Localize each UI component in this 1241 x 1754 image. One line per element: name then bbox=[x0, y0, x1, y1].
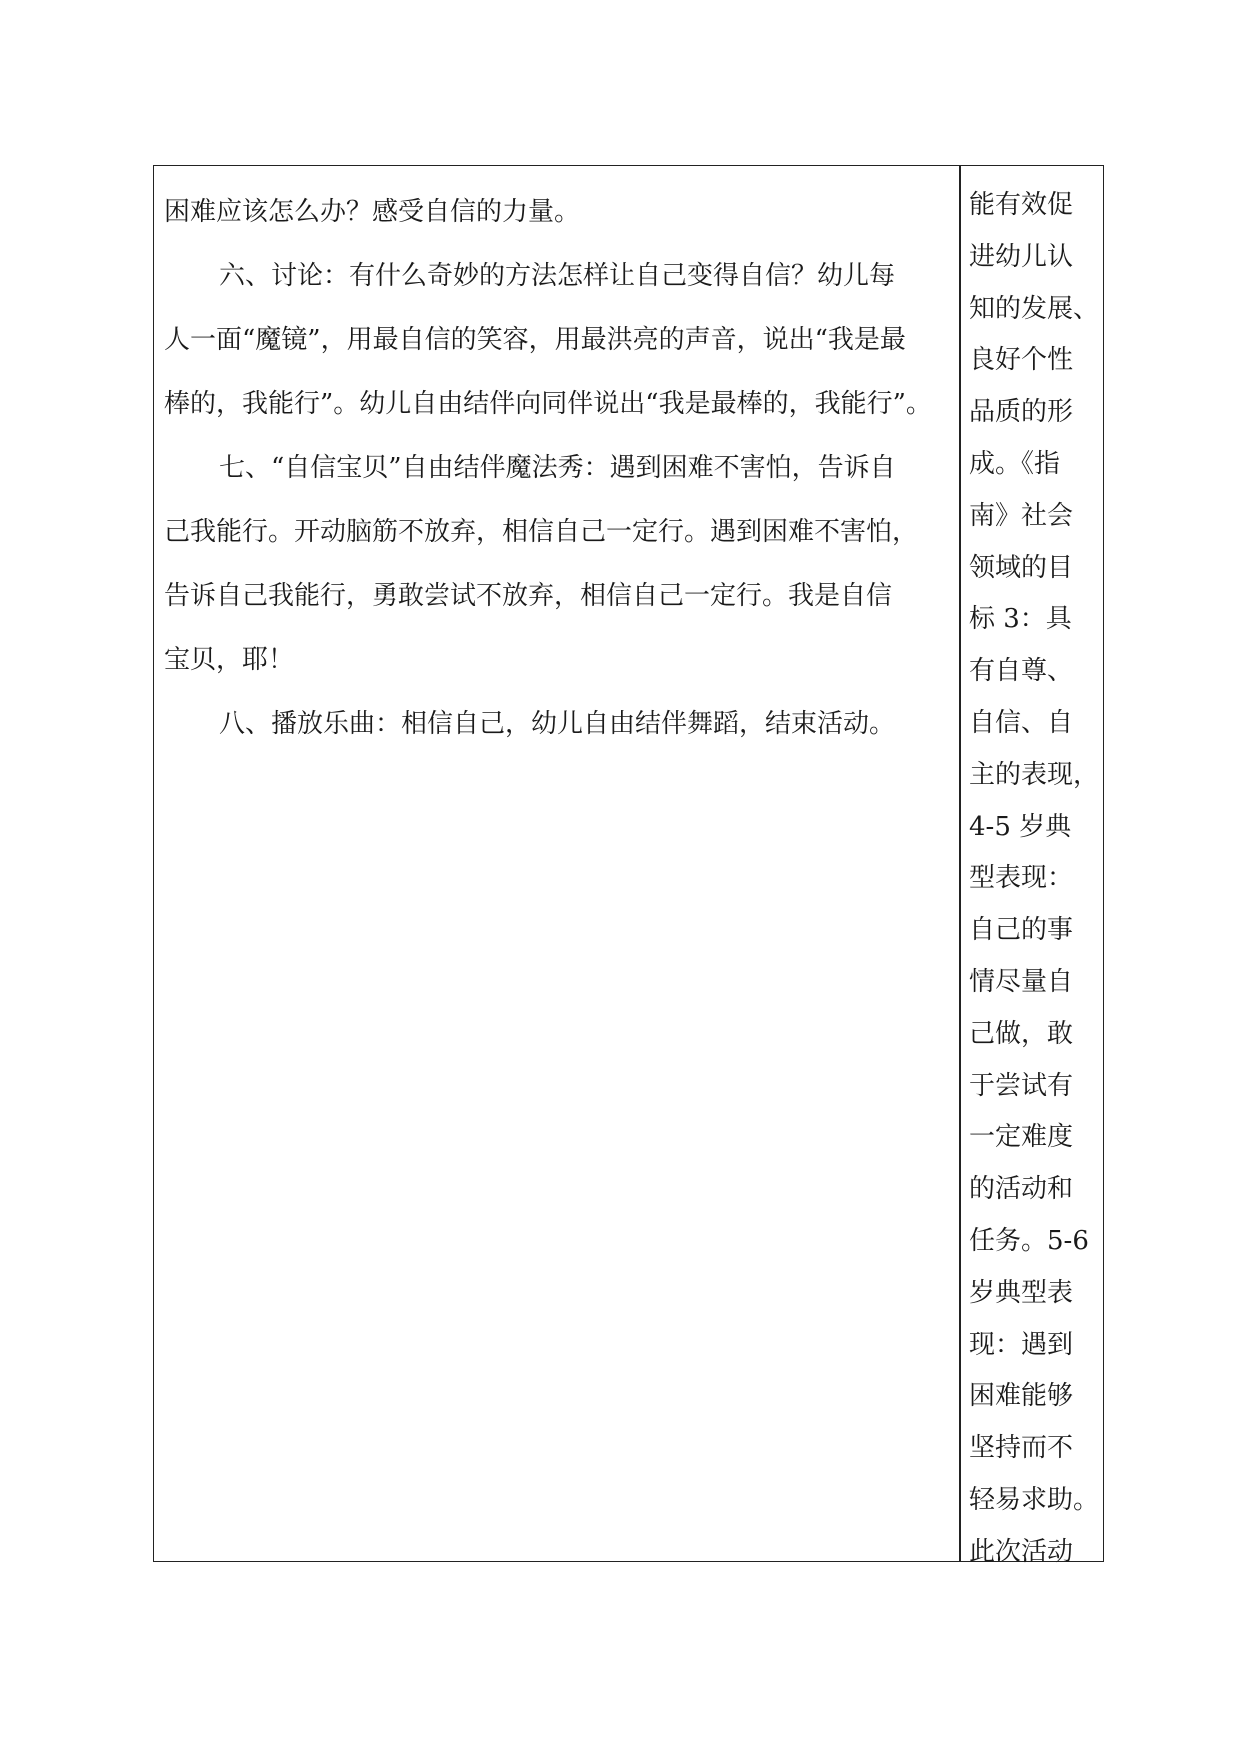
side-text-line: 4-5 岁典 bbox=[969, 811, 1072, 842]
rationale-cell bbox=[969, 180, 1100, 1579]
side-text-line: 的活动和 bbox=[969, 1174, 1074, 1205]
text-line: 告诉自己我能行，勇敢尝试不放弃，相信自己一定行。我是自信 bbox=[164, 581, 893, 611]
activity-steps-cell bbox=[164, 180, 954, 756]
side-text-line: 轻易求助。 bbox=[969, 1484, 1100, 1515]
text-line: 困难应该怎么办？感受自信的力量。 bbox=[164, 197, 581, 227]
side-text-line: 此次活动 bbox=[969, 1536, 1074, 1567]
step-seven-magic-show: 七、“自信宝贝”自由结伴魔法秀：遇到困难不害怕，告诉自 bbox=[219, 453, 896, 483]
side-text-line: 知的发展、 bbox=[969, 293, 1100, 324]
side-text-line: 品质的形 bbox=[969, 397, 1074, 428]
side-text-line: 进幼儿认 bbox=[969, 241, 1074, 272]
text-line: 人一面“魔镜”，用最自信的笑容，用最洪亮的声音，说出“我是最 bbox=[164, 325, 906, 355]
side-text-line: 岁典型表 bbox=[969, 1277, 1074, 1308]
text-line: 宝贝，耶！ bbox=[164, 645, 295, 675]
side-text-line: 标 3：具 bbox=[969, 604, 1072, 635]
side-text-line: 自信、自 bbox=[969, 707, 1074, 738]
text-line: 棒的，我能行”。幼儿自由结伴向同伴说出“我是最棒的，我能行”。 bbox=[164, 389, 932, 419]
side-text-line: 坚持而不 bbox=[969, 1433, 1074, 1464]
step-eight-music: 八、播放乐曲：相信自己，幼儿自由结伴舞蹈，结束活动。 bbox=[219, 709, 896, 739]
side-text-line: 己做，敢 bbox=[969, 1018, 1074, 1049]
lesson-table bbox=[153, 165, 1104, 1567]
side-text-line: 自己的事 bbox=[969, 915, 1074, 946]
side-text-line: 任务。5-6 bbox=[969, 1225, 1089, 1256]
side-text-line: 一定难度 bbox=[969, 1122, 1074, 1153]
column-divider bbox=[959, 166, 961, 1561]
side-text-line: 成。《指 bbox=[969, 448, 1061, 479]
side-text-line: 型表现： bbox=[969, 863, 1074, 894]
side-text-line: 主的表现， bbox=[969, 759, 1100, 790]
step-six-discussion: 六、讨论：有什么奇妙的方法怎样让自己变得自信？幼儿每 bbox=[219, 261, 896, 291]
side-text-line: 能有效促 bbox=[969, 190, 1074, 220]
side-text-line: 现：遇到 bbox=[969, 1329, 1074, 1360]
side-text-line: 有自尊、 bbox=[969, 656, 1074, 687]
side-text-line: 困难能够 bbox=[969, 1381, 1074, 1412]
side-text-line: 良好个性 bbox=[969, 345, 1074, 376]
side-text-line: 情尽量自 bbox=[969, 966, 1074, 997]
side-text-line: 领域的目 bbox=[969, 552, 1074, 583]
text-line: 己我能行。开动脑筋不放弃，相信自己一定行。遇到困难不害怕， bbox=[164, 517, 919, 547]
side-text-line: 南》社会 bbox=[969, 500, 1074, 531]
side-text-line: 于尝试有 bbox=[969, 1070, 1074, 1101]
